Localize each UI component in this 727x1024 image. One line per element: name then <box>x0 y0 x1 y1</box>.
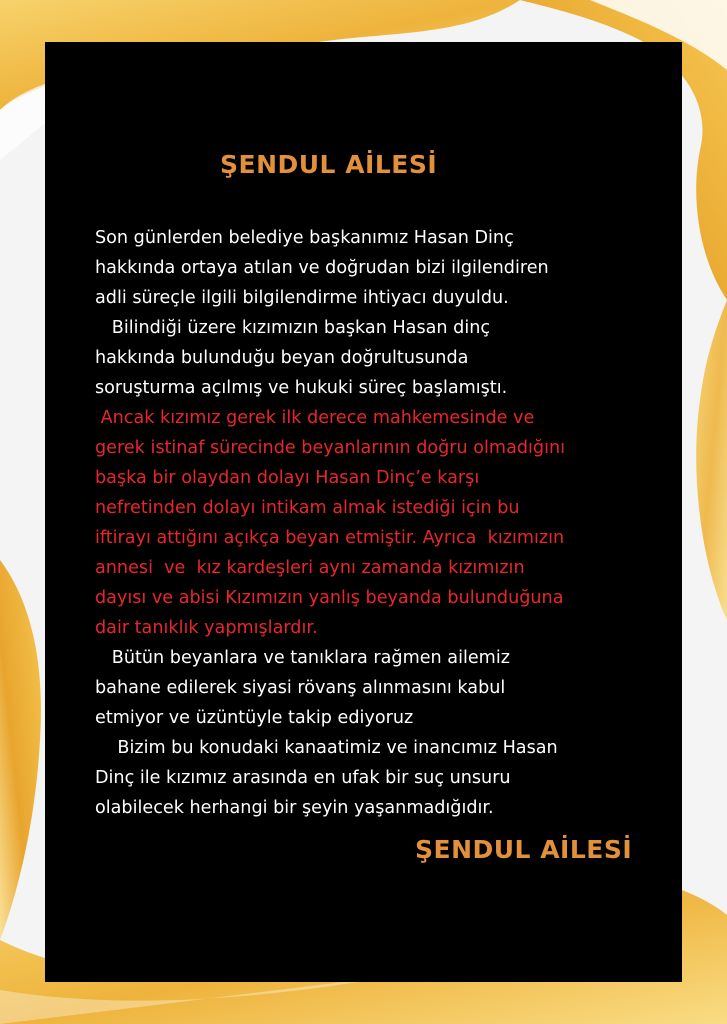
left-wave <box>0 560 41 940</box>
statement-line-highlighted: başka bir olaydan dolayı Hasan Dinç’e karşı <box>95 468 480 488</box>
statement-line-highlighted: dair tanıklık yapmışlardır. <box>95 618 318 638</box>
family-signature: ŞENDUL AİLESİ <box>415 835 633 864</box>
statement-line-highlighted: Ancak kızımız gerek ilk derece mahkemesinde ve <box>95 408 535 428</box>
statement-line: adli süreçle ilgili bilgilendirme ihtiyacı duyuldu. <box>95 288 509 308</box>
statement-line: Dinç ile kızımız arasında en ufak bir suç unsuru <box>95 768 511 788</box>
statement-line-highlighted: gerek istinaf sürecinde beyanlarının doğru olmadığını <box>95 438 565 458</box>
statement-line: bahane edilerek siyasi rövanş alınmasını kabul <box>95 678 506 698</box>
statement-line: olabilecek herhangi bir şeyin yaşanmadığıdır. <box>95 798 494 818</box>
statement-line: Bütün beyanlara ve tanıklara rağmen ailemiz <box>95 648 510 668</box>
statement-line: Son günlerden belediye başkanımız Hasan Dinç <box>95 228 514 248</box>
statement-line: soruşturma açılmış ve hukuki süreç başlamıştı. <box>95 378 508 398</box>
statement-line: Bizim bu konudaki kanaatimiz ve inancımız Hasan <box>95 738 558 758</box>
statement-line: Bilindiği üzere kızımızın başkan Hasan dinç <box>95 318 491 338</box>
statement-line-highlighted: iftirayı attığını açıkça beyan etmiştir. Ayrıca kızımızın <box>95 528 565 548</box>
statement-body <box>95 223 655 823</box>
statement-line: hakkında ortaya atılan ve doğrudan bizi ilgilendiren <box>95 258 549 278</box>
statement-line-highlighted: nefretinden dolayı intikam almak istediği için bu <box>95 498 520 518</box>
statement-line-highlighted: annesi ve kız kardeşleri aynı zamanda kızımızın <box>95 558 525 578</box>
statement-line-highlighted: dayısı ve abisi Kızımızın yanlış beyanda bulunduğuna <box>95 588 564 608</box>
statement-line: hakkında bulunduğu beyan doğrultusunda <box>95 348 469 368</box>
statement-line: etmiyor ve üzüntüyle takip ediyoruz <box>95 708 414 728</box>
family-title-top: ŞENDUL AİLESİ <box>220 150 438 179</box>
